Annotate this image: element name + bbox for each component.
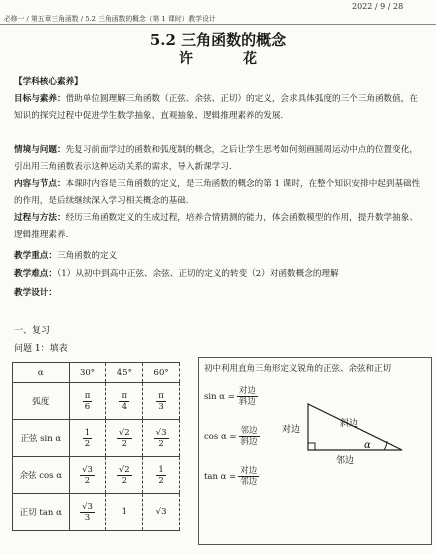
core-heading: 【学科核心素养】: [14, 77, 83, 87]
question-label: 问题 1：填表: [14, 344, 68, 354]
table-cell: $\frac{\pi}{3}$: [143, 383, 180, 420]
cos-formula: cos α = $\frac{\text{邻边}}{\text{斜边}}$: [204, 426, 258, 447]
paragraph-design: 教学设计：: [14, 288, 57, 298]
right-triangle-diagram: [276, 398, 426, 470]
paragraph-focus: 教学重点：三角函数的定义: [14, 251, 118, 261]
table-row: [13, 457, 180, 494]
right-angle-mark: [308, 443, 315, 450]
trig-table: [12, 362, 180, 531]
label-opp: 对边: [282, 425, 301, 435]
header-30: 30°: [69, 363, 106, 383]
sin-formula: sin α = $\frac{\text{对边}}{\text{斜边}}$: [204, 386, 256, 407]
table-cell: $\frac{√2}{2}$: [106, 457, 143, 494]
table-cell: $\frac{1}{2}$: [143, 457, 180, 494]
table-cell: 1: [106, 494, 143, 531]
paragraph-difficulty: 教学难点：（1）从初中到高中正弦、余弦、正切的定义的转变（2）对函数概念的理解: [14, 269, 339, 279]
table-header-row: [13, 363, 180, 383]
table-cell: $\frac{\pi}{4}$: [106, 383, 143, 420]
breadcrumb: 必修一 / 第五章三角函数 / 5.2 三角函数的概念（第 1 课时）教学设计: [4, 15, 216, 23]
review-heading: 一、复习: [14, 326, 51, 336]
paragraph-process: 过程与方法：经历三角函数定义的生成过程，培养合情猜测的能力，体会函数模型的作用，提升数学抽象、逻辑推理素养.: [14, 213, 418, 240]
definition-intro: 初中利用直角三角形定义锐角的正弦、余弦和正切: [204, 364, 392, 374]
author-name: 许 花: [179, 51, 275, 67]
table-cell: √3: [143, 494, 180, 531]
label-adj: 邻边: [336, 456, 355, 466]
header-alpha: α: [13, 363, 70, 383]
table-cell: $\frac{√3}{3}$: [69, 494, 106, 531]
table-row: [13, 383, 180, 420]
header-45: 45°: [106, 363, 143, 383]
paragraph-goals: 目标与素养：借助单位圆理解三角函数（正弦、余弦、正切）的定义，会求具体弧度的三个三角函数值，在知识的探究过程中促进学生数学抽象、直观抽象、逻辑推理素养的发展.: [14, 94, 418, 121]
tan-formula: tan α = $\frac{\text{对边}}{\text{邻边}}$: [204, 466, 258, 487]
label-hyp: 斜边: [340, 419, 359, 429]
row-label: 余弦 cos α: [13, 457, 70, 494]
paragraph-context: 情境与问题：先复习前面学过的函数和弧度制的概念，之后让学生思考如何刻画圆周运动中点的位置变化，引出用三角函数表示这种运动关系的需求，导入新课学习.: [14, 145, 418, 172]
label-angle: α: [364, 440, 371, 451]
row-label: 正切 tan α: [13, 494, 70, 531]
table-cell: $\frac{√3}{2}$: [69, 457, 106, 494]
table-cell: $\frac{√2}{2}$: [106, 420, 143, 457]
page-title: 5.2 三角函数的概念: [149, 31, 287, 49]
header-date: 2022 / 9 / 28: [352, 2, 404, 11]
header-divider: [0, 24, 436, 25]
header-60: 60°: [143, 363, 180, 383]
paragraph-content: 内容与节点：本课时内容是三角函数的定义，是三角函数的概念的第 1 课时，在整个知识安排中起到基础性的作用，是后续继续深入学习相关概念的基础.: [14, 179, 421, 206]
table-row: [13, 494, 180, 531]
row-label: 正弦 sin α: [13, 420, 70, 457]
table-cell: $\frac{√3}{2}$: [143, 420, 180, 457]
table-cell: $\frac{\pi}{6}$: [69, 383, 106, 420]
row-label: 弧度: [13, 383, 70, 420]
table-row: [13, 420, 180, 457]
table-cell: $\frac{1}{2}$: [69, 420, 106, 457]
